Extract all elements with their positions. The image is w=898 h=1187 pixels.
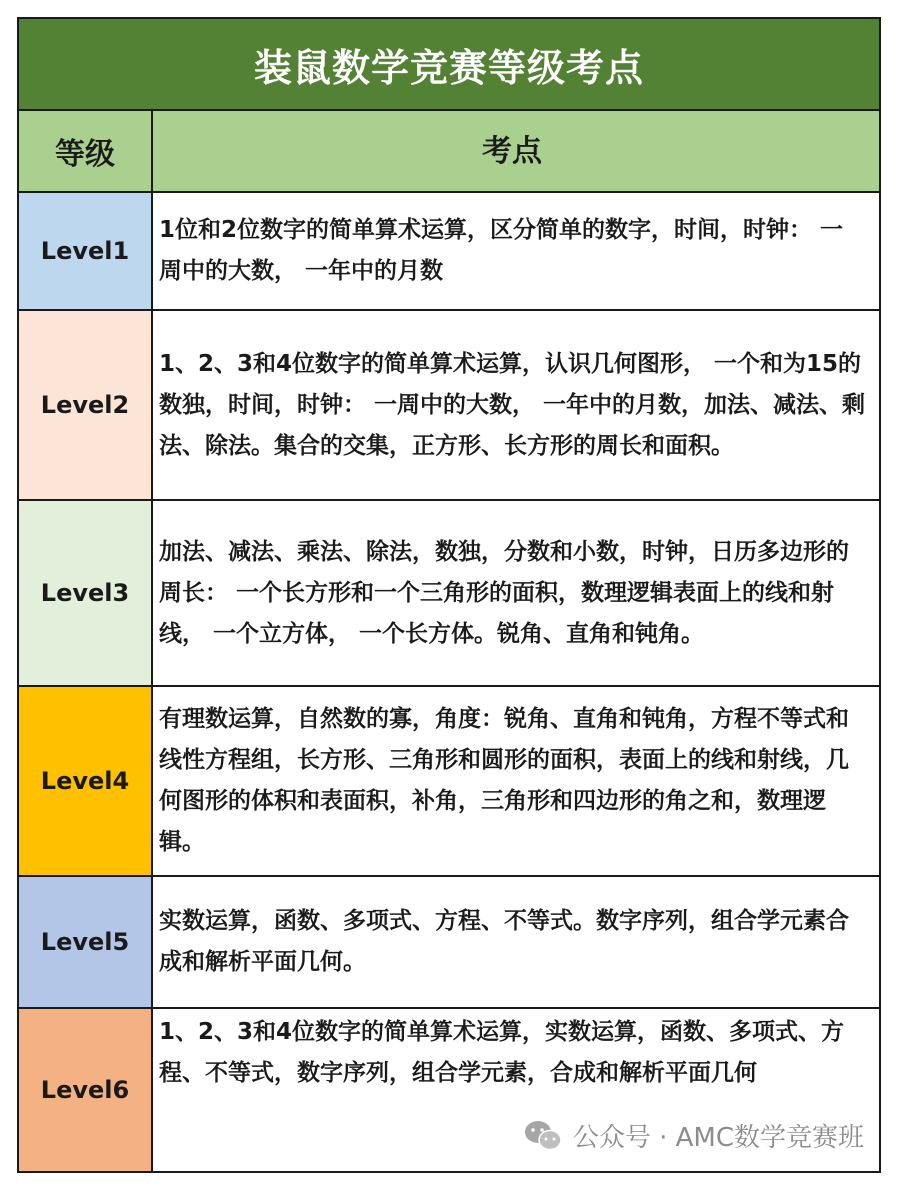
table-row: [19, 687, 879, 877]
level-cell: Level3: [19, 501, 153, 685]
watermark: [523, 1117, 864, 1154]
table-title-bar: [19, 19, 879, 111]
table-header-row: [19, 111, 879, 193]
topics-cell: 有理数运算，自然数的寡，角度：锐角、直角和钝角，方程不等式和线性方程组，长方形、三角形和圆形的面积，表面上的线和射线，几何图形的体积和表面积，补角，三角形和四边形的角之和，数理逻辑。: [153, 687, 879, 875]
level-cell: Level5: [19, 877, 153, 1007]
header-level: 等级: [19, 111, 153, 191]
topics-cell: 1、2、3和4位数字的简单算术运算，实数运算，函数、多项式、方程、不等式，数字序列，组合学元素，合成和解析平面几何: [153, 1009, 879, 1094]
watermark-text: 公众号 · AMC数学竞赛班: [572, 1123, 864, 1153]
exam-levels-table: [17, 17, 881, 1173]
topics-cell: 加法、减法、乘法、除法，数独，分数和小数，时钟，日历多边形的周长： 一个长方形和一个三角形的面积，数理逻辑表面上的线和射线， 一个立方体， 一个长方体。锐角、直角和钝角。: [153, 501, 879, 685]
table-row: [19, 501, 879, 687]
level-cell: Level4: [19, 687, 153, 875]
header-topics: 考点: [153, 111, 879, 191]
level-cell: Level6: [19, 1009, 153, 1171]
level-cell: Level2: [19, 311, 153, 499]
table-row: [19, 193, 879, 311]
topics-cell: 1位和2位数字的简单算术运算，区分简单的数字，时间，时钟： 一周中的大数， 一年中的月数: [153, 193, 879, 309]
table-row: [19, 877, 879, 1009]
table-title: 装鼠数学竞赛等级考点: [253, 45, 644, 90]
wechat-icon: [523, 1119, 563, 1153]
topics-cell: 实数运算，函数、多项式、方程、不等式。数字序列，组合学元素合成和解析平面几何。: [153, 877, 879, 1007]
topics-cell: 1、2、3和4位数字的简单算术运算，认识几何图形， 一个和为15的数独，时间，时钟： 一周中的大数， 一年中的月数，加法、减法、剩法、除法。集合的交集，正方形、长方形的周长和面积。: [153, 311, 879, 499]
level-cell: Level1: [19, 193, 153, 309]
table-row: [19, 311, 879, 501]
